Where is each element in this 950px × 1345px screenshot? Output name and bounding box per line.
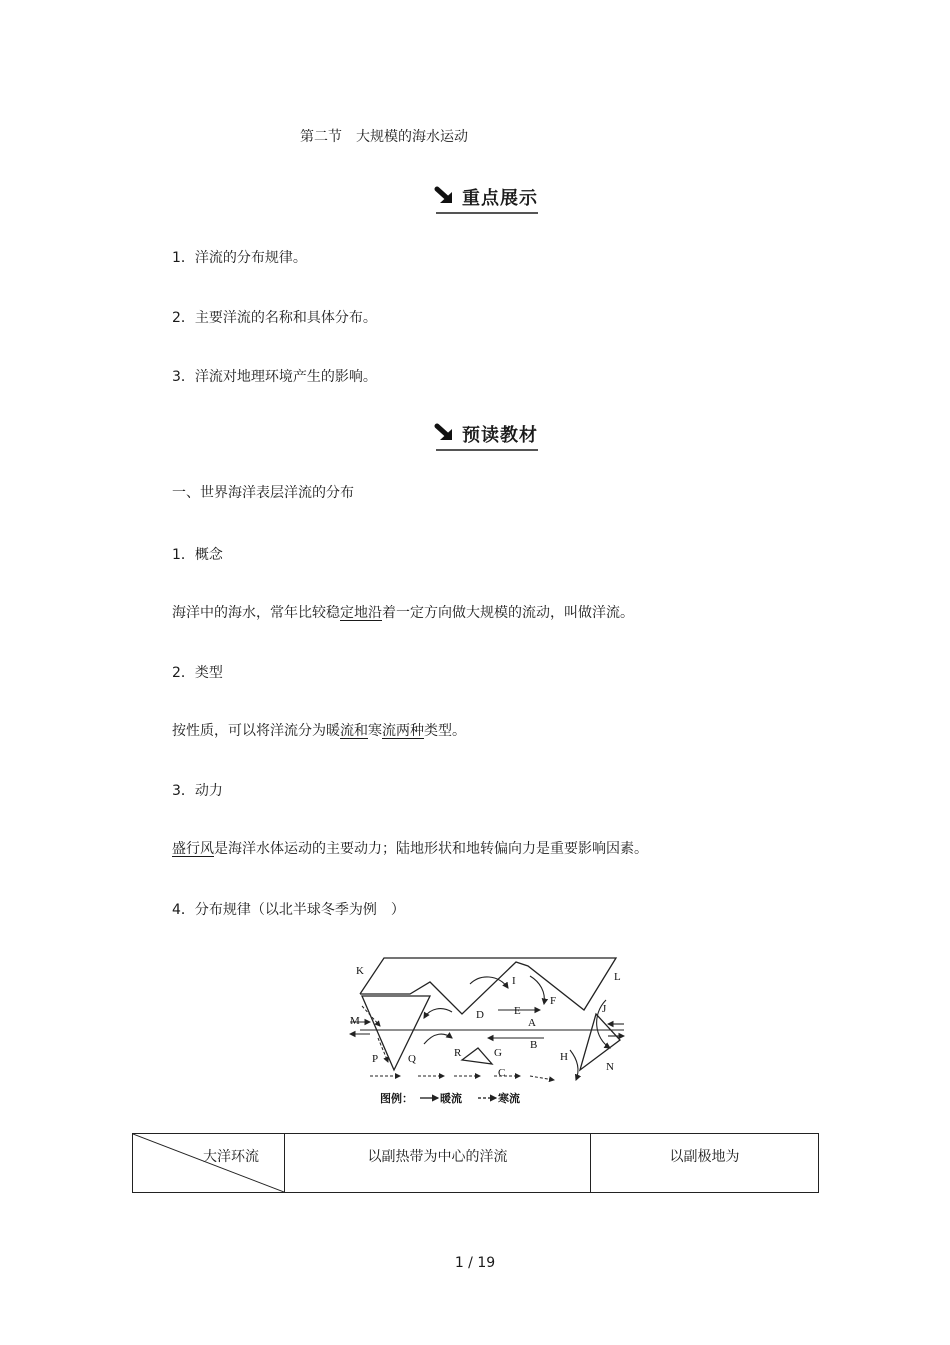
paragraph-concept: 海洋中的海水，常年比较稳定地沿着一定方向做大规模的流动，叫做洋流。 [172, 605, 634, 621]
label-Q: Q [408, 1053, 416, 1065]
label-C: C [498, 1067, 506, 1079]
label-P: P [372, 1053, 379, 1065]
banner-label: 重点展示 [462, 188, 538, 209]
label-M: M [350, 1015, 360, 1027]
legend-cold: 寒流 [498, 1092, 520, 1105]
paragraph-type: 按性质，可以将洋流分为暖流和寒流两种类型。 [172, 723, 466, 739]
label-A: A [528, 1017, 536, 1029]
page-title: 第二节 大规模的海水运动 [300, 129, 468, 145]
table-header-subpolar: 以副极地为 [591, 1134, 819, 1193]
table-corner-cell [133, 1134, 285, 1193]
key-point-1: 1．洋流的分布规律。 [172, 250, 307, 266]
section-heading: 一、世界海洋表层洋流的分布 [172, 485, 354, 501]
subheading-type: 2．类型 [172, 665, 223, 681]
label-J: J [602, 1003, 607, 1015]
arrow-down-right-icon [434, 423, 458, 445]
legend-prefix: 图例： [380, 1092, 413, 1105]
section-banner-preview [434, 421, 538, 447]
ocean-circulation-table [132, 1133, 819, 1193]
subheading-force: 3．动力 [172, 783, 223, 799]
label-N: N [606, 1061, 614, 1073]
label-B: B [530, 1039, 538, 1051]
paragraph-force: 盛行风是海洋水体运动的主要动力；陆地形状和地转偏向力是重要影响因素。 [172, 841, 648, 857]
page-number: 1 / 19 [454, 1255, 496, 1271]
label-G: G [494, 1047, 502, 1059]
label-F: F [550, 995, 557, 1007]
label-D: D [476, 1009, 484, 1021]
banner-label: 预读教材 [462, 425, 538, 446]
section-banner-key-points [434, 184, 538, 210]
label-K: K [356, 965, 364, 977]
table-header-subtropical: 以副热带为中心的洋流 [285, 1134, 591, 1193]
label-R: R [454, 1047, 462, 1059]
arrow-down-right-icon [434, 186, 458, 208]
banner-underline [436, 212, 538, 214]
label-E: E [514, 1005, 521, 1017]
ocean-current-diagram [348, 952, 636, 1110]
subheading-concept: 1．概念 [172, 547, 223, 563]
table-corner-label: 大洋环流 [203, 1149, 259, 1165]
banner-underline [436, 449, 538, 451]
legend-warm: 暖流 [440, 1092, 462, 1105]
label-H: H [560, 1051, 568, 1063]
subheading-distribution: 4．分布规律（以北半球冬季为例 ） [172, 902, 405, 918]
label-I: I [512, 975, 516, 987]
key-point-2: 2．主要洋流的名称和具体分布。 [172, 310, 377, 326]
label-L: L [614, 971, 621, 983]
key-point-3: 3．洋流对地理环境产生的影响。 [172, 369, 377, 385]
